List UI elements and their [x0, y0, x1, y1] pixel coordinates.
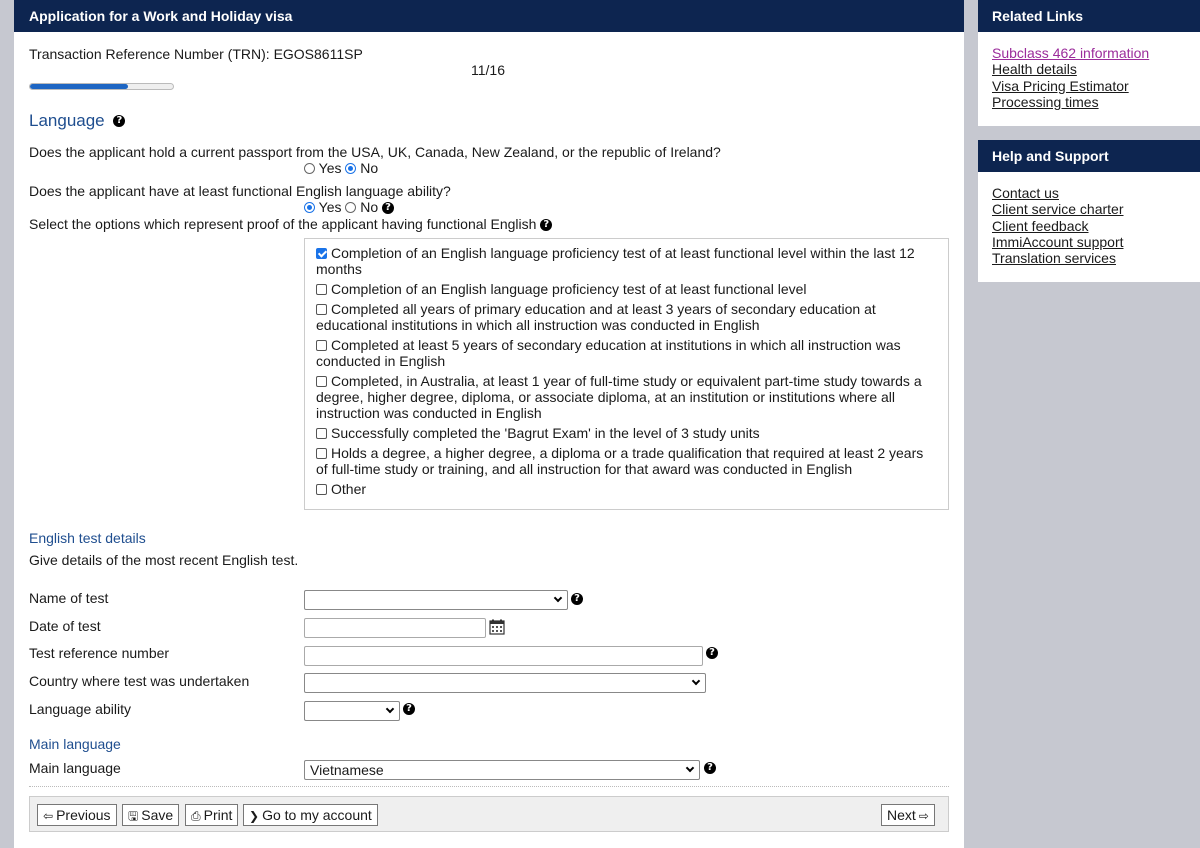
section-title-text: Language: [29, 111, 105, 130]
proof-option-label: Successfully completed the 'Bagrut Exam' in the level of 3 study units: [331, 425, 760, 441]
main-language-select[interactable]: [304, 760, 700, 780]
main-language-title: Main language: [29, 736, 121, 752]
language-ability-select[interactable]: [304, 701, 400, 721]
english-test-description: Give details of the most recent English test.: [29, 552, 299, 568]
proof-option-label: Completed, in Australia, at least 1 year of full-time study or equivalent part-time study towards a degree, higher degree, diploma, or associate diploma, at an institution or institutions where all instruction was conducted in English: [316, 373, 922, 421]
passport-question: Does the applicant hold a current passport from the USA, UK, Canada, New Zealand, or the republic of Ireland?: [29, 144, 721, 160]
proof-option-checkbox[interactable]: [316, 340, 327, 351]
chevron-down-icon: [692, 677, 700, 685]
progress-bar: [29, 83, 174, 90]
related-link[interactable]: Health details: [992, 61, 1077, 78]
proof-option[interactable]: [316, 373, 936, 421]
test-reference-label: Test reference number: [29, 645, 170, 661]
help-support-list: [978, 172, 1200, 280]
related-links-list: [978, 32, 1200, 124]
help-support-link[interactable]: Client feedback: [992, 217, 1089, 234]
print-button[interactable]: [185, 804, 238, 826]
proof-option-checkbox[interactable]: [316, 284, 327, 295]
application-form-panel: [14, 0, 964, 848]
proof-option-checkbox[interactable]: [316, 304, 327, 315]
name-of-test-label: Name of test: [29, 590, 109, 606]
proof-question: [29, 216, 552, 232]
date-of-test-label: Date of test: [29, 618, 101, 634]
go-to-account-label: Go to my account: [262, 807, 372, 823]
print-label: Print: [203, 807, 233, 823]
proof-option-checkbox[interactable]: [316, 248, 327, 259]
english-test-details-title: English test details: [29, 530, 146, 546]
main-language-label: Main language: [29, 760, 121, 776]
proof-option[interactable]: [316, 445, 936, 477]
functional-english-question: Does the applicant have at least functional English language ability?: [29, 183, 451, 199]
functional-english-radio-group: [304, 199, 394, 215]
divider: [29, 786, 949, 787]
related-link[interactable]: Visa Pricing Estimator: [992, 77, 1129, 94]
go-to-account-button[interactable]: [243, 804, 378, 826]
name-of-test-select[interactable]: [304, 590, 568, 610]
help-support-title: Help and Support: [978, 140, 1200, 172]
trn-value: EGOS8611SP: [273, 46, 363, 62]
form-header: [14, 0, 964, 32]
progress-bar-fill: [30, 84, 128, 89]
help-icon[interactable]: ?: [704, 762, 716, 774]
save-label: Save: [141, 807, 174, 823]
proof-option[interactable]: [316, 425, 936, 441]
proof-option[interactable]: [316, 245, 936, 277]
proof-option-checkbox[interactable]: [316, 428, 327, 439]
related-link[interactable]: Processing times: [992, 93, 1099, 110]
page-counter: 11/16: [471, 62, 505, 78]
save-button[interactable]: [122, 804, 179, 826]
functional-no-label: No: [360, 199, 379, 215]
help-support-link[interactable]: Translation services: [992, 250, 1116, 267]
related-links-title: Related Links: [978, 0, 1200, 32]
date-of-test-input[interactable]: [304, 618, 486, 638]
trn-label: Transaction Reference Number (TRN):: [29, 46, 270, 62]
proof-option-checkbox[interactable]: [316, 376, 327, 387]
help-icon[interactable]: ?: [403, 703, 415, 715]
trn-line: [29, 46, 363, 62]
proof-question-text: Select the options which represent proof of the applicant having functional English: [29, 216, 537, 232]
form-title: Application for a Work and Holiday visa: [29, 8, 293, 24]
proof-option[interactable]: [316, 281, 936, 297]
country-select[interactable]: [304, 673, 706, 693]
functional-yes-label: Yes: [318, 199, 342, 215]
chevron-down-icon: [386, 705, 394, 713]
chevron-down-icon: [554, 594, 562, 602]
proof-option-label: Completion of an English language proficiency test of at least functional level: [331, 281, 807, 297]
previous-label: Previous: [56, 807, 111, 823]
passport-no-label: No: [360, 160, 379, 176]
functional-no-radio[interactable]: [345, 202, 356, 213]
proof-option-checkbox[interactable]: [316, 448, 327, 459]
printer-icon: ⎙: [191, 809, 201, 823]
chevron-down-icon: [686, 764, 694, 772]
floppy-disk-icon: 🖫: [128, 809, 139, 823]
help-icon[interactable]: ?: [571, 593, 583, 605]
proof-option-label: Other: [331, 481, 367, 497]
arrow-right-icon: ⇨: [918, 809, 929, 823]
help-icon[interactable]: ?: [382, 202, 394, 214]
proof-option[interactable]: [316, 481, 936, 497]
help-icon[interactable]: ?: [706, 647, 718, 659]
passport-yes-radio[interactable]: [304, 163, 315, 174]
proof-option-label: Holds a degree, a higher degree, a diploma or a trade qualification that required at least 2 years of full-time study or training, and all instruction for that award was conducted in English: [316, 445, 924, 477]
arrow-left-icon: ⇦: [43, 809, 54, 823]
help-support-link[interactable]: Client service charter: [992, 201, 1124, 218]
main-language-value: Vietnamese: [310, 762, 384, 778]
chevron-right-icon: ❯: [249, 809, 260, 823]
next-button[interactable]: [881, 804, 935, 826]
passport-radio-group: [304, 160, 378, 176]
help-icon[interactable]: ?: [113, 115, 125, 127]
help-support-panel: [978, 140, 1200, 282]
calendar-icon[interactable]: [489, 619, 505, 635]
form-navigation-bar: [29, 796, 949, 832]
previous-button[interactable]: [37, 804, 117, 826]
proof-options-list: [304, 238, 949, 510]
proof-option-label: Completed all years of primary education and at least 3 years of secondary education at educational institutions in which all instruction was conducted in English: [316, 301, 876, 333]
related-links-panel: [978, 0, 1200, 126]
proof-option[interactable]: [316, 337, 936, 369]
help-support-link[interactable]: ImmiAccount support: [992, 233, 1124, 250]
country-label: Country where test was undertaken: [29, 673, 250, 689]
proof-option[interactable]: [316, 301, 936, 333]
proof-option-label: Completion of an English language proficiency test of at least functional level within the last 12 months: [316, 245, 915, 277]
functional-yes-radio[interactable]: [304, 202, 315, 213]
section-title-language: [29, 111, 125, 131]
help-icon[interactable]: ?: [540, 219, 552, 231]
proof-option-label: Completed at least 5 years of secondary education at institutions in which all instruction was conducted in English: [316, 337, 901, 369]
passport-yes-label: Yes: [318, 160, 342, 176]
test-reference-input[interactable]: [304, 646, 703, 666]
passport-no-radio[interactable]: [345, 163, 356, 174]
proof-option-checkbox[interactable]: [316, 484, 327, 495]
related-link[interactable]: Subclass 462 information: [992, 45, 1150, 61]
next-label: Next: [887, 807, 916, 823]
language-ability-label: Language ability: [29, 701, 131, 717]
help-support-link[interactable]: Contact us: [992, 185, 1059, 201]
